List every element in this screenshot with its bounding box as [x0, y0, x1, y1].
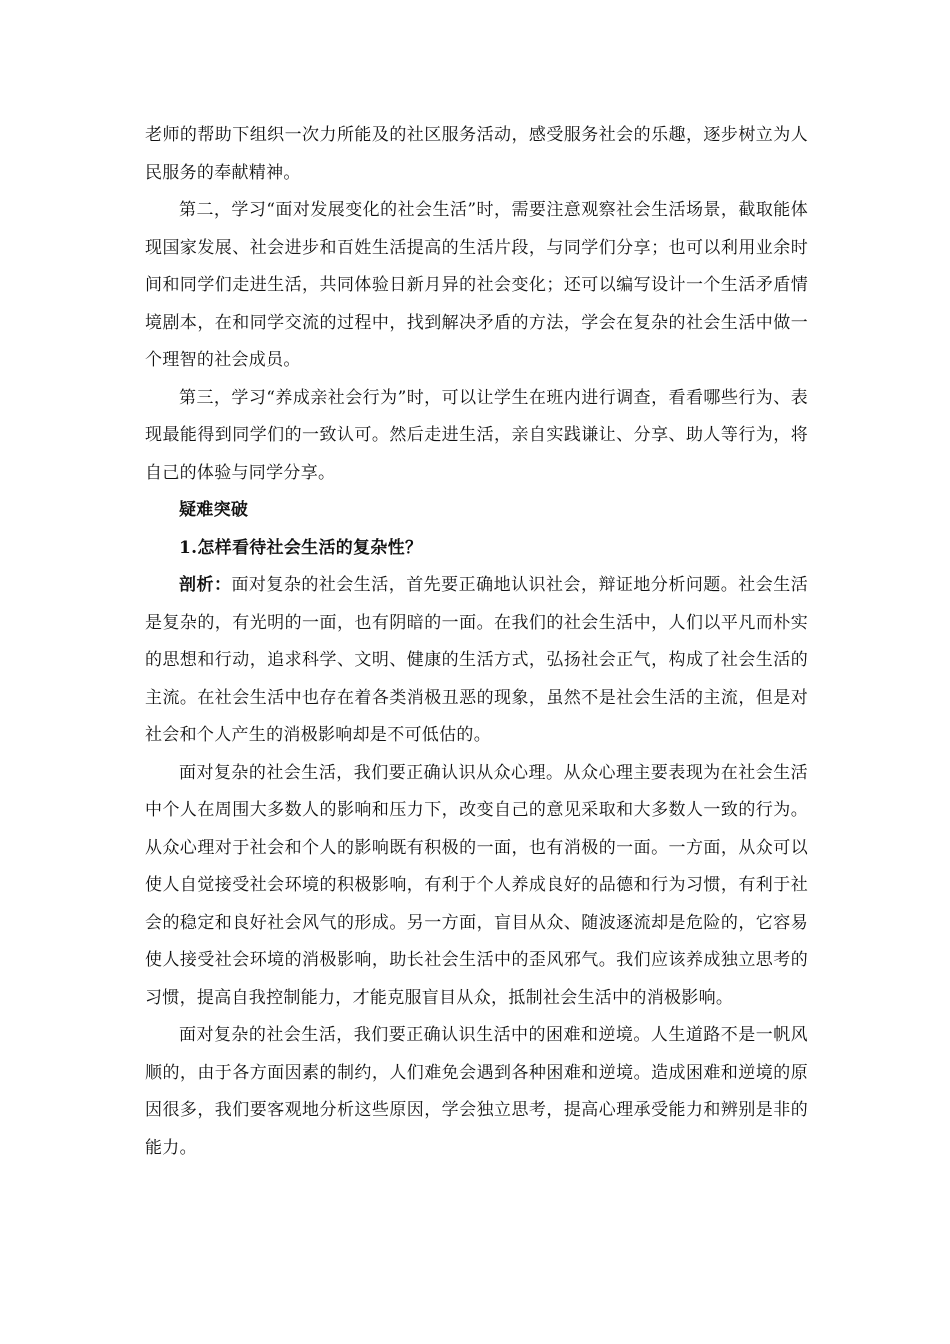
analysis-text: 面对复杂的社会生活，首先要正确地认识社会，辩证地分析问题。社会生活是复杂的，有光明的一面，也有阴暗的一面。在我们的社会生活中，人们以平凡而朴实的思想和行动，追求科学、文明、健康的生活方式，弘扬社会正气，构成了社会生活的主流。在社会生活中也存在着各类消极丑恶的现象，虽然不是社会生活的主流，但是对社会和个人产生的消极影响却是不可低估的。 [145, 575, 808, 745]
paragraph-second-point: 第二，学习“面对发展变化的社会生活”时，需要注意观察社会生活场景，截取能体现国家发展、社会进步和百姓生活提高的生活片段，与同学们分享；也可以利用业余时间和同学们走进生活，共同体验日新月异的社会变化；还可以编写设计一个生活矛盾情境剧本，在和同学交流的过程中，找到解决矛盾的方法，学会在复杂的社会生活中做一个理智的社会成员。 [145, 200, 808, 370]
paragraph-conformity: 面对复杂的社会生活，我们要正确认识从众心理。从众心理主要表现为在社会生活中个人在周围大多数人的影响和压力下，改变自己的意见采取和大多数人一致的行为。从众心理对于社会和个人的影响既有积极的一面，也有消极的一面。一方面，从众可以使人自觉接受社会环境的积极影响，有利于个人养成良好的品德和行为习惯，有利于社会的稳定和良好社会风气的形成。另一方面，盲目从众、随波逐流却是危险的，它容易使人接受社会环境的消极影响，助长社会生活中的歪风邪气。我们应该养成独立思考的习惯，提高自我控制能力，才能克服盲目从众，抵制社会生活中的消极影响。 [145, 762, 808, 1008]
paragraph-third-point: 第三，学习“养成亲社会行为”时，可以让学生在班内进行调查，看看哪些行为、表现最能得到同学们的一致认可。然后走进生活，亲自实践谦让、分享、助人等行为，将自己的体验与同学分享。 [145, 387, 808, 483]
section-heading: 疑难突破 [179, 500, 249, 520]
document-body [145, 117, 808, 1167]
paragraph-adversity: 面对复杂的社会生活，我们要正确认识生活中的困难和逆境。人生道路不是一帆风顺的，由于各方面因素的制约，人们难免会遇到各种困难和逆境。造成困难和逆境的原因很多，我们要客观地分析这些原因，学会独立思考，提高心理承受能力和辨别是非的能力。 [145, 1025, 808, 1158]
question-heading: 1.怎样看待社会生活的复杂性？ [179, 537, 423, 558]
analysis-label: 剖析： [179, 575, 232, 595]
paragraph-continuation: 老师的帮助下组织一次力所能及的社区服务活动，感受服务社会的乐趣，逐步树立为人民服务的奉献精神。 [145, 125, 808, 183]
analysis-paragraph [145, 567, 808, 755]
